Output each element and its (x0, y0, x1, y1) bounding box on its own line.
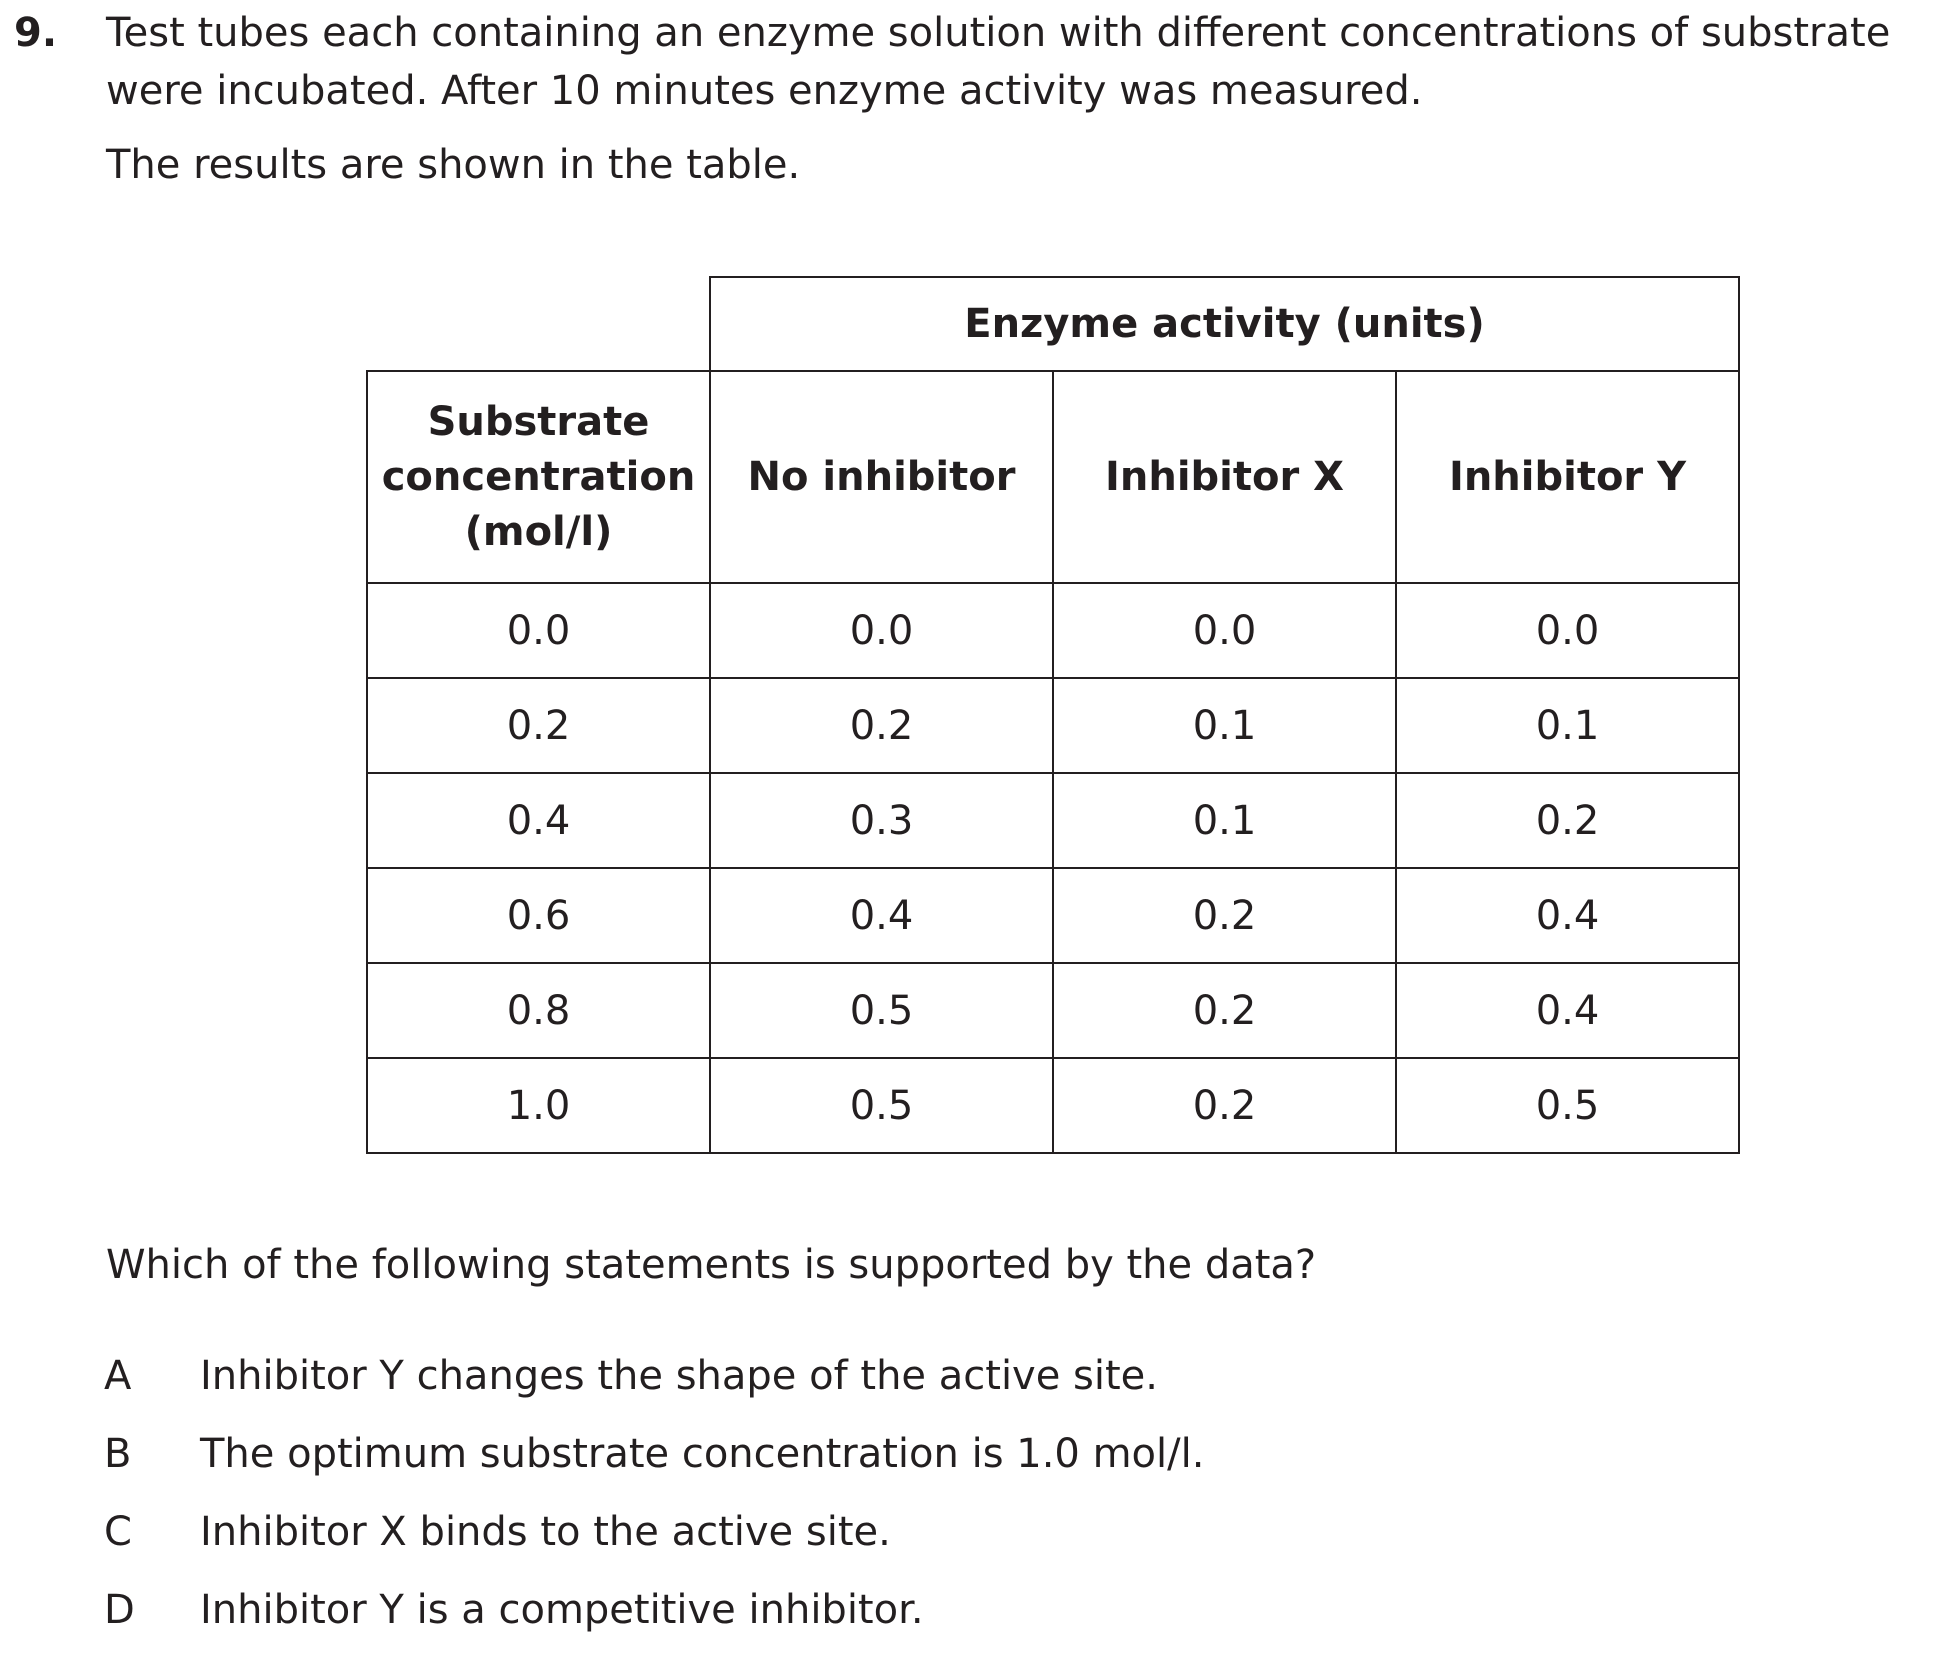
table-cell: 0.5 (1396, 1058, 1739, 1153)
option-text: Inhibitor Y changes the shape of the active site. (200, 1353, 1159, 1399)
table-cell: 0.2 (1053, 963, 1396, 1058)
inhibitor-x-header: Inhibitor X (1053, 371, 1396, 583)
header-line: (mol/l) (464, 508, 613, 555)
question-prompt: Which of the following statements is supported by the data? (106, 1242, 1317, 1288)
option-letter: D (104, 1587, 135, 1633)
table-cell: 0.0 (367, 583, 710, 678)
empty-corner-cell (367, 277, 710, 371)
enzyme-activity-header: Enzyme activity (units) (710, 277, 1739, 371)
no-inhibitor-header: No inhibitor (710, 371, 1053, 583)
table-cell: 0.2 (1053, 1058, 1396, 1153)
header-line: Substrate (427, 398, 650, 445)
table-cell: 0.0 (710, 583, 1053, 678)
inhibitor-y-header: Inhibitor Y (1396, 371, 1739, 583)
option-d[interactable] (104, 1581, 1204, 1659)
question-stem (106, 4, 1946, 120)
table-row (367, 868, 1739, 963)
table-row (367, 583, 1739, 678)
table-cell: 0.0 (1053, 583, 1396, 678)
table-cell: 1.0 (367, 1058, 710, 1153)
table-cell: 0.5 (710, 1058, 1053, 1153)
table-cell: 0.4 (1396, 963, 1739, 1058)
table-cell: 0.4 (367, 773, 710, 868)
table-cell: 0.2 (1053, 868, 1396, 963)
option-text: Inhibitor Y is a competitive inhibitor. (200, 1587, 924, 1633)
table-cell: 0.2 (710, 678, 1053, 773)
table-cell: 0.3 (710, 773, 1053, 868)
table-cell: 0.5 (710, 963, 1053, 1058)
question-number: 9. (14, 10, 58, 56)
option-c[interactable] (104, 1503, 1204, 1581)
table-cell: 0.1 (1053, 773, 1396, 868)
table-cell: 0.1 (1396, 678, 1739, 773)
option-b[interactable] (104, 1425, 1204, 1503)
results-table (366, 276, 1740, 1154)
table-cell: 0.1 (1053, 678, 1396, 773)
option-a[interactable] (104, 1347, 1204, 1425)
table-cell: 0.2 (1396, 773, 1739, 868)
header-line: concentration (381, 453, 696, 500)
option-letter: C (104, 1509, 132, 1555)
table-cell: 0.0 (1396, 583, 1739, 678)
answer-options (104, 1347, 1204, 1659)
table-row (367, 963, 1739, 1058)
stem-line: were incubated. After 10 minutes enzyme activity was measured. (106, 68, 1423, 114)
stem-line: Test tubes each containing an enzyme solution with different concentrations of substrate (106, 10, 1891, 56)
table-row (367, 773, 1739, 868)
option-text: The optimum substrate concentration is 1.0 mol/l. (200, 1431, 1205, 1477)
table-row (367, 678, 1739, 773)
option-text: Inhibitor X binds to the active site. (200, 1509, 891, 1555)
table-intro: The results are shown in the table. (106, 142, 801, 188)
table-cell: 0.2 (367, 678, 710, 773)
table-group-header-row (367, 277, 1739, 371)
table-cell: 0.4 (1396, 868, 1739, 963)
option-letter: A (104, 1353, 132, 1399)
table-cell: 0.6 (367, 868, 710, 963)
option-letter: B (104, 1431, 132, 1477)
table-cell: 0.4 (710, 868, 1053, 963)
table-column-header-row (367, 371, 1739, 583)
table-cell: 0.8 (367, 963, 710, 1058)
substrate-concentration-header (367, 371, 710, 583)
table-row (367, 1058, 1739, 1153)
